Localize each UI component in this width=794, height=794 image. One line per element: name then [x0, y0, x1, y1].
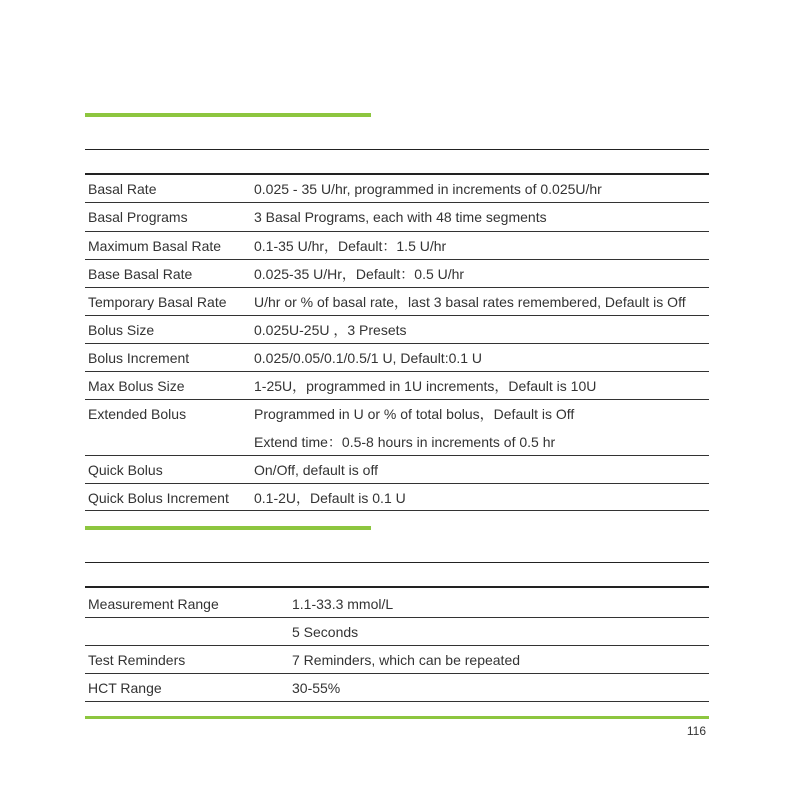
table-row — [85, 456, 709, 484]
row-value: 0.025 - 35 U/hr, programmed in increments of 0.025U/hr — [254, 181, 602, 197]
row-label: Temporary Basal Rate — [88, 294, 227, 310]
row-label: Maximum Basal Rate — [88, 238, 222, 254]
section-accent-bar — [85, 526, 371, 530]
table-row — [85, 484, 709, 511]
row-label: Test Reminders — [88, 652, 186, 668]
row-value: 1-25U，programmed in 1U increments，Default is 10U — [254, 378, 597, 394]
table-row — [85, 372, 709, 400]
row-label: Measurement Range — [88, 596, 219, 612]
row-value: 1.1-33.3 mmol/L — [292, 596, 394, 612]
row-value: 30-55% — [292, 680, 341, 696]
table-row — [85, 344, 709, 372]
row-label: Basal Rate — [88, 181, 157, 197]
table-row — [85, 646, 709, 674]
row-label: Quick Bolus — [88, 462, 163, 478]
row-value: 0.025/0.05/0.1/0.5/1 U, Default:0.1 U — [254, 350, 483, 366]
table-row — [85, 674, 709, 702]
row-label: Max Bolus Size — [88, 378, 185, 394]
row-value: Programmed in U or % of total bolus，Default is Off — [254, 406, 575, 422]
row-label: HCT Range — [88, 680, 162, 696]
row-value-line2: Extend time：0.5-8 hours in increments of 0.5 hr — [254, 434, 556, 450]
table-row — [85, 400, 709, 456]
table-row — [85, 203, 709, 232]
row-value: 0.1-2U，Default is 0.1 U — [254, 490, 406, 506]
table-top-rule — [85, 586, 709, 588]
table-row — [85, 618, 709, 646]
table-row — [85, 590, 709, 618]
row-value: 3 Basal Programs, each with 48 time segments — [254, 209, 547, 225]
row-value: On/Off, default is off — [254, 462, 378, 478]
row-label: Base Basal Rate — [88, 266, 193, 282]
row-label: Quick Bolus Increment — [88, 490, 229, 506]
table-row — [85, 316, 709, 344]
section-accent-bar — [85, 113, 371, 117]
row-value: 0.1-35 U/hr，Default：1.5 U/hr — [254, 238, 447, 254]
row-label: Extended Bolus — [88, 406, 187, 422]
table-row — [85, 288, 709, 316]
table-row — [85, 260, 709, 288]
row-label: Bolus Increment — [88, 350, 190, 366]
table-row — [85, 175, 709, 203]
row-value: 0.025U-25U ，3 Presets — [254, 322, 407, 338]
row-value: 0.025-35 U/Hr，Default：0.5 U/hr — [254, 266, 465, 282]
section-header-rule — [85, 562, 709, 563]
row-value: U/hr or % of basal rate，last 3 basal rates remembered, Default is Off — [254, 294, 686, 310]
footer-accent-bar — [85, 716, 709, 719]
table-row — [85, 232, 709, 260]
row-value: 7 Reminders, which can be repeated — [292, 652, 521, 668]
section-header-rule — [85, 149, 709, 150]
row-value: 5 Seconds — [292, 624, 359, 640]
row-label: Basal Programs — [88, 209, 188, 225]
page-number: 116 — [686, 724, 706, 738]
row-label: Bolus Size — [88, 322, 155, 338]
